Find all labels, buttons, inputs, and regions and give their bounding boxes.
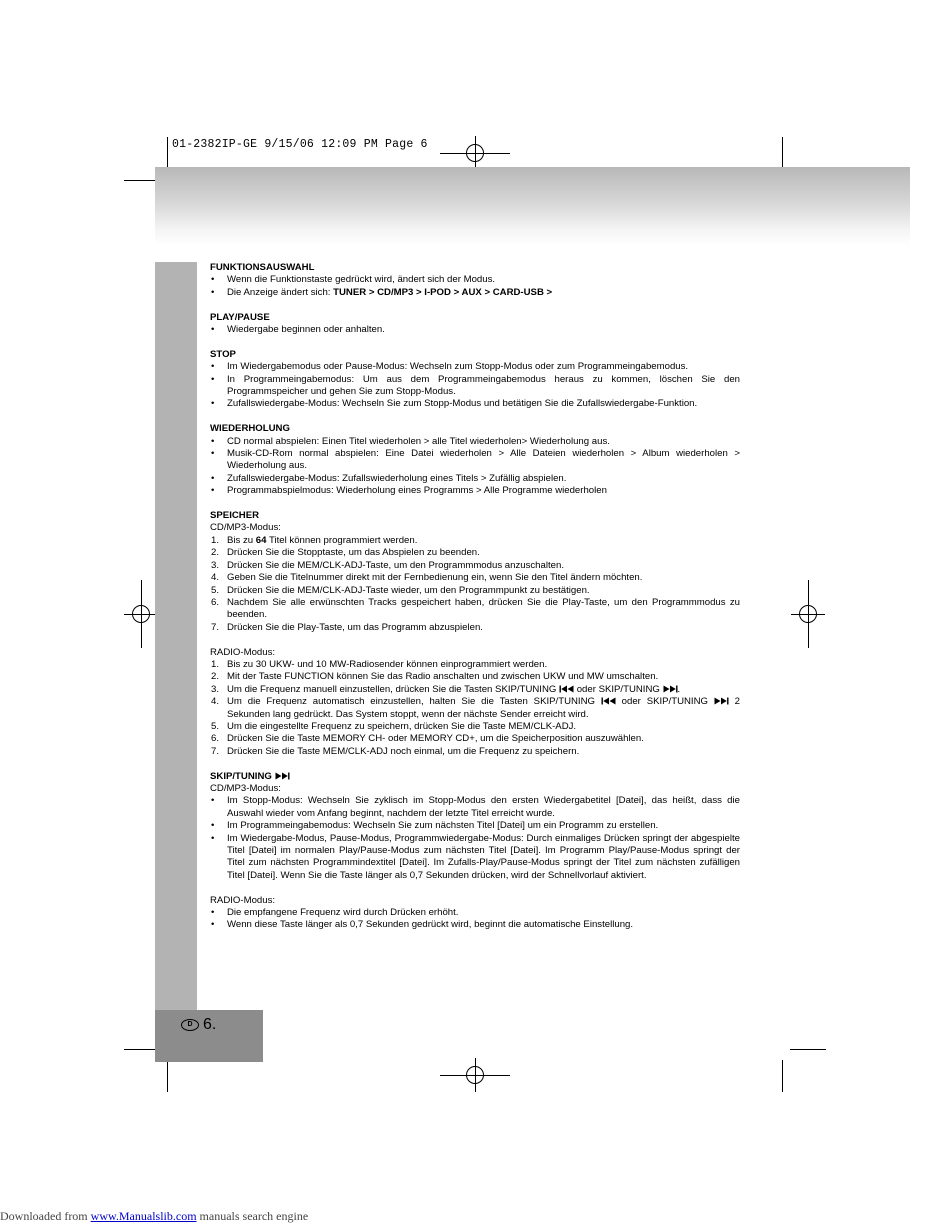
item-text: Im Programmeingabemodus: Wechseln Sie zum nächsten Titel [Datei] um ein Programm zu erstellen. (227, 820, 659, 832)
item-text: Mit der Taste FUNCTION können Sie das Radio anschalten und zwischen UKW und MW umschalten. (227, 671, 659, 683)
bullet-item (210, 324, 740, 336)
bullet-item (210, 833, 740, 883)
footer-prefix: Downloaded from (0, 1209, 88, 1223)
bullet-item (210, 485, 740, 497)
item-text: Im Wiedergabe-Modus, Pause-Modus, Programmwiedergabe-Modus: Durch einmaliges Drücken springt der abgespielte Titel [Datei] im normalen Play/Pause-Modus zum nächsten Titel [Datei]. Im Programm Play/Pause-Modus springt der Titel zum nächsten Programmindextitel [Datei]. Im Zufalls-Play/Pause-Modus springt der Titel zum nächsten zufälligen Titel [Datei]. Wenn Sie die Taste länger als 0,7 Sekunden drücken, wird der Schnellvorlauf aktiviert. (227, 832, 740, 881)
item-text: Die Anzeige ändert sich: TUNER > CD/MP3 > I-POD > AUX > CARD-USB > (227, 286, 553, 298)
numbered-item (210, 721, 740, 733)
numbered-item (210, 684, 740, 696)
item-number: 2. (211, 547, 220, 559)
numbered-item (210, 560, 740, 572)
section-title: SKIP/TUNING (210, 771, 740, 783)
manual-content (210, 262, 740, 944)
numbered-item (210, 671, 740, 683)
bullet-marker: • (211, 919, 215, 931)
bullet-item (210, 907, 740, 919)
bullet-marker: • (211, 435, 215, 447)
section-title: SPEICHER (210, 510, 260, 522)
section (210, 771, 740, 883)
language-badge: D (181, 1019, 199, 1031)
numbered-item (210, 547, 740, 559)
item-text: Geben Sie die Titelnummer direkt mit der Fernbedienung ein, wenn Sie den Titel ändern möchten. (227, 572, 643, 584)
item-number: 7. (211, 745, 220, 757)
header-gradient-band (155, 167, 910, 245)
bullet-item (210, 436, 740, 448)
bullet-item (210, 795, 740, 820)
skip-next-icon (275, 772, 290, 780)
bullet-item (210, 287, 740, 299)
item-number: 6. (211, 733, 220, 745)
bullet-item (210, 361, 740, 373)
item-text: Bis zu 30 UKW- und 10 MW-Radiosender können einprogrammiert werden. (227, 658, 548, 670)
item-number: 3. (211, 683, 220, 695)
item-text: Nachdem Sie alle erwünschten Tracks gespeichert haben, drücken Sie die Play-Taste, um den Programmmodus zu beenden. (227, 596, 740, 621)
numbered-item (210, 535, 740, 547)
section-title: STOP (210, 348, 236, 360)
section-title: PLAY/PAUSE (210, 311, 270, 323)
item-text: CD normal abspielen: Einen Titel wiederholen > alle Titel wiederholen> Wiederholung aus. (227, 435, 610, 447)
registration-mark (466, 144, 484, 162)
item-text: Drücken Sie die MEM/CLK-ADJ-Taste, um den Programmmodus anzuschalten. (227, 559, 564, 571)
numbered-item (210, 597, 740, 622)
bullet-item (210, 374, 740, 399)
crop-mark (167, 137, 168, 169)
item-text: Drücken Sie die MEM/CLK-ADJ-Taste wieder, um den Programmpunkt zu bestätigen. (227, 584, 590, 596)
item-number: 5. (211, 584, 220, 596)
section-subtitle: RADIO-Modus: (210, 894, 276, 906)
item-text: Im Stopp-Modus: Wechseln Sie zyklisch im Stopp-Modus den ersten Wiedergabetitel [Datei], das heißt, dass die Auswahl wieder vom Anfang beginnt, nachdem der letzte Titel erreicht wurde. (227, 795, 740, 819)
section-subtitle: CD/MP3-Modus: (210, 522, 281, 534)
item-text: Programmabspielmodus: Wiederholung eines Programms > Alle Programme wiederholen (227, 485, 607, 497)
item-text: Zufallswiedergabe-Modus: Wechseln Sie zum Stopp-Modus und betätigen Sie die Zufallswiedergabe-Funktion. (227, 398, 698, 410)
bullet-marker: • (211, 907, 215, 919)
bullet-item (210, 919, 740, 931)
section-subtitle: RADIO-Modus: (210, 646, 276, 658)
manualslib-link[interactable]: www.Manualslib.com (90, 1209, 197, 1223)
numbered-item (210, 746, 740, 758)
registration-mark (466, 1066, 484, 1084)
bullet-marker: • (211, 324, 215, 336)
item-text: Bis zu 64 Titel können programmiert werden. (227, 534, 418, 546)
numbered-item (210, 585, 740, 597)
item-text: Drücken Sie die Play-Taste, um das Programm abzuspielen. (227, 621, 483, 633)
item-text: Drücken Sie die Taste MEM/CLK-ADJ noch einmal, um die Frequenz zu speichern. (227, 745, 580, 757)
bullet-marker: • (211, 286, 215, 298)
bullet-marker: • (211, 361, 215, 373)
section-title: WIEDERHOLUNG (210, 423, 290, 435)
section (210, 423, 740, 497)
bullet-item (210, 473, 740, 485)
bullet-marker: • (211, 485, 215, 497)
numbered-item (210, 696, 740, 721)
section-title: FUNKTIONSAUSWAHL (210, 262, 315, 273)
bullet-marker: • (211, 274, 215, 286)
item-number: 3. (211, 559, 220, 571)
bullet-marker: • (211, 398, 215, 410)
bullet-item (210, 398, 740, 410)
item-text: Um die Frequenz automatisch einzustellen, halten Sie die Tasten SKIP/TUNING oder SKIP/TUNING 2 Sekunden lang gedrückt. Das System stoppt, wenn der nächste Sender erreicht wird. (227, 696, 740, 720)
item-number: 4. (211, 696, 220, 708)
page-number: 6. (203, 1016, 217, 1033)
footer-suffix: manuals search engine (199, 1209, 309, 1223)
item-text: Um die eingestellte Frequenz zu speichern, drücken Sie die Taste MEM/CLK-ADJ. (227, 720, 577, 732)
section (210, 647, 740, 759)
side-bar (155, 262, 197, 1010)
item-text: Die empfangene Frequenz wird durch Drücken erhöht. (227, 907, 459, 919)
item-number: 2. (211, 671, 220, 683)
bullet-marker: • (211, 472, 215, 484)
crop-mark (167, 1060, 168, 1092)
section (210, 349, 740, 411)
item-text: Um die Frequenz manuell einzustellen, drücken Sie die Tasten SKIP/TUNING oder SKIP/TUNING . (227, 683, 681, 695)
item-text: In Programmeingabemodus: Um aus dem Programmeingabemodus heraus zu kommen, löschen Sie den Programmspeicher und gehen Sie zum Stopp-Modus. (227, 373, 740, 398)
crop-mark (790, 1049, 826, 1050)
registration-mark (799, 605, 817, 623)
item-text: Wenn die Funktionstaste gedrückt wird, ändert sich der Modus. (227, 274, 496, 286)
skip-next-icon (663, 685, 678, 693)
item-text: Im Wiedergabemodus oder Pause-Modus: Wechseln zum Stopp-Modus oder zum Programmeingabemodus. (227, 361, 689, 373)
numbered-item (210, 659, 740, 671)
item-text: Wenn diese Taste länger als 0,7 Sekunden gedrückt wird, beginnt die automatische Einstellung. (227, 919, 634, 931)
crop-mark (782, 137, 783, 169)
bullet-marker: • (211, 832, 215, 844)
bullet-item (210, 274, 740, 286)
bullet-item (210, 448, 740, 473)
item-text: Drücken Sie die Stopptaste, um das Abspielen zu beenden. (227, 547, 480, 559)
numbered-item (210, 622, 740, 634)
item-text: Wiedergabe beginnen oder anhalten. (227, 324, 385, 336)
section (210, 262, 740, 299)
skip-previous-icon (559, 685, 574, 693)
numbered-item (210, 572, 740, 584)
bullet-marker: • (211, 373, 215, 385)
item-number: 1. (211, 534, 220, 546)
section (210, 312, 740, 337)
item-number: 5. (211, 720, 220, 732)
section-subtitle: CD/MP3-Modus: (210, 782, 281, 794)
registration-mark (132, 605, 150, 623)
section (210, 895, 740, 932)
skip-next-icon (714, 697, 729, 705)
download-footer (0, 1209, 308, 1224)
bullet-marker: • (211, 448, 215, 460)
item-text: Zufallswiedergabe-Modus: Zufallswiederholung eines Titels > Zufällig abspielen. (227, 472, 567, 484)
numbered-item (210, 733, 740, 745)
item-text: Drücken Sie die Taste MEMORY CH- oder MEMORY CD+, um die Speicherposition auszuwählen. (227, 733, 644, 745)
item-number: 7. (211, 621, 220, 633)
item-number: 4. (211, 572, 220, 584)
bullet-item (210, 820, 740, 832)
item-text: Musik-CD-Rom normal abspielen: Eine Datei wiederholen > Alle Dateien wiederholen > Album wiederholen > Wiederholung aus. (227, 448, 740, 472)
bullet-marker: • (211, 820, 215, 832)
print-slug: 01-2382IP-GE 9/15/06 12:09 PM Page 6 (172, 138, 428, 151)
item-number: 6. (211, 596, 220, 608)
crop-mark (782, 1060, 783, 1092)
item-number: 1. (211, 658, 220, 670)
bullet-marker: • (211, 795, 215, 807)
skip-previous-icon (601, 697, 616, 705)
section (210, 510, 740, 634)
